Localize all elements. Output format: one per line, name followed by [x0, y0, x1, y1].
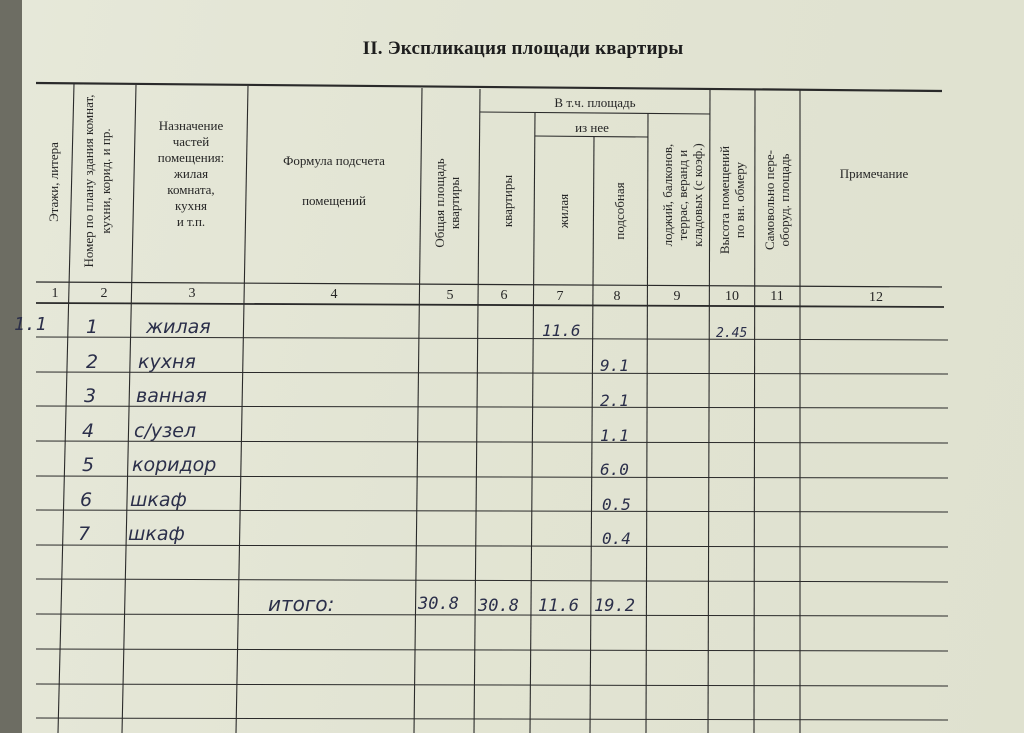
- header-note: Примечание: [839, 166, 909, 181]
- header-unauthorized-line-1: Самовольно пере-: [762, 150, 777, 250]
- header-balconies: [660, 110, 705, 280]
- header-living-area: жилая: [556, 193, 571, 229]
- row-room-name: жилая: [146, 316, 211, 338]
- row-room-name: с/узел: [134, 420, 197, 442]
- row-room-name: коридор: [132, 454, 217, 476]
- row-aux-area: 2.1: [600, 391, 629, 410]
- column-number: 11: [770, 289, 784, 304]
- row-floor: 1.1: [14, 314, 47, 335]
- header-balconies-line-3: кладовых (с коэф.): [690, 143, 705, 247]
- header-balconies-line-1: лоджий, балконов,: [660, 143, 675, 247]
- row-number: 2: [86, 351, 99, 373]
- header-unauthorized: [762, 120, 792, 280]
- header-of-which: из нее: [575, 120, 609, 135]
- header-purpose-line-1: Назначение: [158, 118, 224, 133]
- header-aux-area: подсобная: [612, 182, 627, 240]
- document-title: II. Экспликация площади квартиры: [362, 38, 684, 59]
- header-purpose-line-4: жилая: [173, 166, 209, 181]
- header-total-area-line-2: квартиры: [447, 176, 462, 230]
- total-label: итого:: [268, 592, 335, 616]
- header-formula: [250, 141, 418, 221]
- header-height: [717, 120, 747, 280]
- total-area-value: 30.8: [418, 594, 459, 614]
- column-number: 7: [556, 289, 564, 304]
- row-number: 5: [82, 454, 95, 476]
- header-apartment-area: квартиры: [500, 174, 515, 228]
- header-formula-line-1: Формула подсчета: [283, 153, 385, 168]
- header-total-area: [432, 128, 462, 278]
- row-aux-area: 0.4: [602, 529, 631, 548]
- header-group-area: В т.ч. площадь: [554, 95, 636, 110]
- row-number: 4: [82, 420, 95, 442]
- column-number: 1: [51, 286, 59, 301]
- total-living-value: 11.6: [538, 596, 579, 616]
- header-purpose-line-5: комната,: [167, 182, 215, 197]
- row-living-area: 11.6: [542, 321, 581, 340]
- header-purpose-line-7: и т.п.: [176, 214, 206, 229]
- row-aux-area: 9.1: [600, 356, 629, 375]
- column-number: 6: [500, 288, 508, 303]
- row-number: 3: [84, 385, 97, 407]
- column-number: 10: [725, 289, 739, 304]
- row-aux-area: 1.1: [600, 426, 629, 445]
- total-aux-value: 19.2: [594, 596, 635, 616]
- header-balconies-line-2: террас, веранд и: [675, 149, 690, 241]
- row-aux-area: 6.0: [600, 460, 629, 479]
- document-sheet: [14, 0, 1024, 733]
- row-aux-area: 0.5: [602, 495, 631, 514]
- column-number: 12: [869, 290, 883, 305]
- column-number: 4: [330, 287, 338, 302]
- column-number: 2: [100, 286, 108, 301]
- header-total-area-line-1: Общая площадь: [432, 158, 447, 248]
- row-room-name: кухня: [138, 351, 196, 373]
- header-room-number: Номер по плану здания комнат, кухни, корид. и пр.: [81, 94, 113, 268]
- header-height-line-2: по вн. обмеру: [732, 161, 747, 239]
- header-purpose: [140, 118, 242, 230]
- column-number: 8: [613, 289, 621, 304]
- header-floor: Этажи, литера: [46, 142, 61, 222]
- total-apartment-value: 30.8: [478, 596, 519, 616]
- row-room-name: ванная: [136, 385, 207, 407]
- row-number: 1: [86, 316, 99, 338]
- header-purpose-line-3: помещения:: [157, 150, 225, 165]
- header-purpose-line-6: кухня: [174, 198, 208, 213]
- column-number: 9: [673, 289, 681, 304]
- header-formula-line-2: помещений: [302, 193, 366, 208]
- row-room-name: шкаф: [130, 489, 187, 511]
- row-number: 6: [80, 489, 93, 511]
- row-height: 2.45: [716, 326, 748, 341]
- header-unauthorized-line-2: оборуд. площадь: [777, 153, 792, 247]
- column-number: 3: [188, 286, 196, 301]
- header-purpose-line-2: частей: [172, 134, 210, 149]
- column-number: 5: [446, 288, 454, 303]
- row-number: 7: [78, 523, 91, 545]
- row-room-name: шкаф: [128, 523, 185, 545]
- header-height-line-1: Высота помещений: [717, 145, 732, 255]
